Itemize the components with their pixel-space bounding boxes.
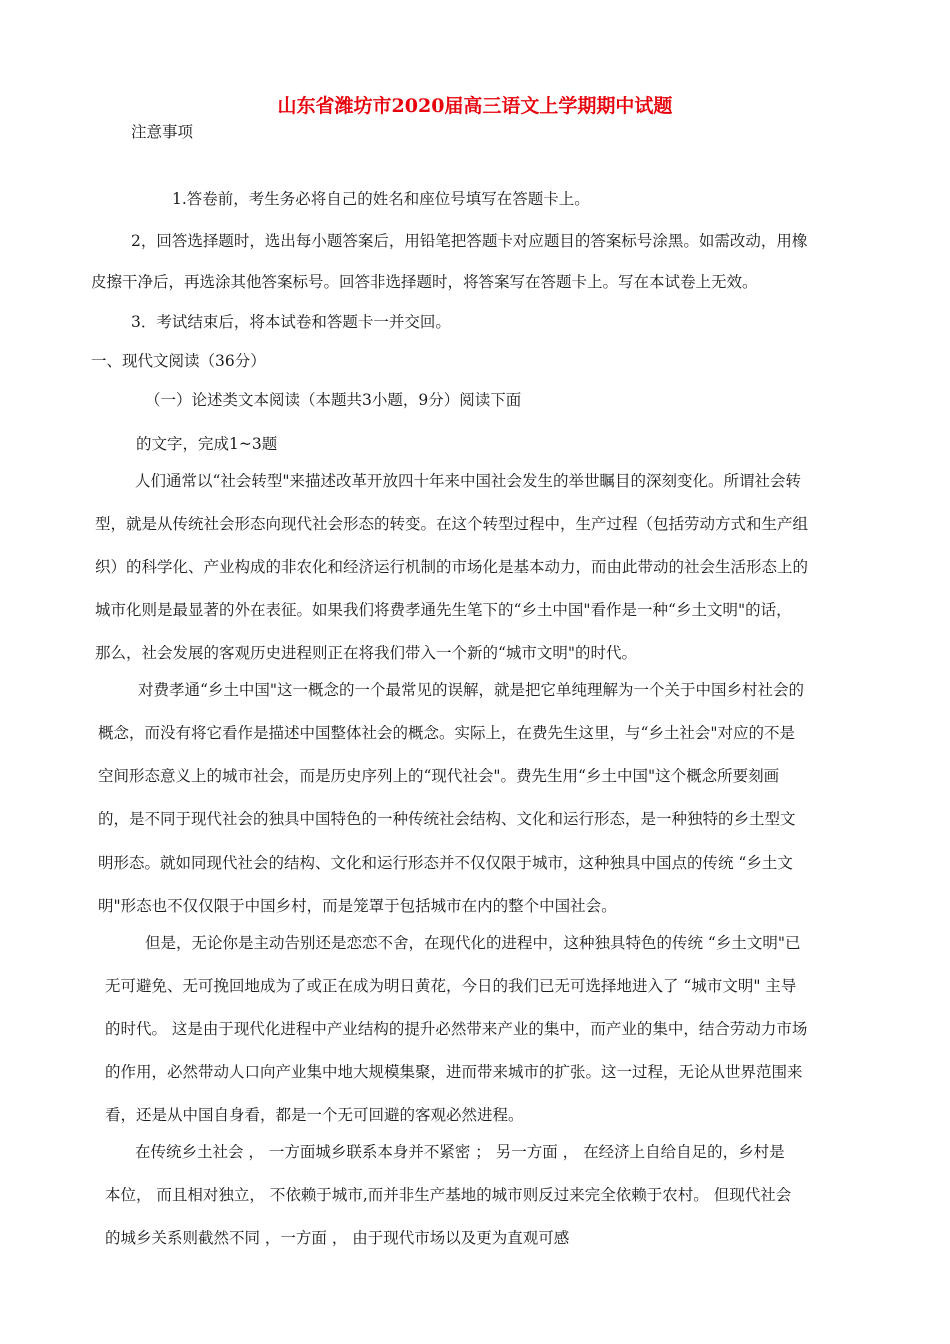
notice-item-2: 2，回答选择题时，选出每小题答案后，用铅笔把答题卡对应题目的答案标号涂黑。如需改动，用橡 — [131, 232, 808, 250]
paragraph-3-line: 的作用，必然带动人口向产业集中地大规模集聚，进而带来城市的扩张。这一过程，无论从世界范围来 — [105, 1063, 803, 1081]
notice-item-2-cont: 皮擦干净后，再选涂其他答案标号。回答非选择题时，将答案写在答题卡上。写在本试卷上无效。 — [91, 273, 758, 291]
page-title: 山东省潍坊市2020届高三语文上学期期中试题 — [277, 95, 673, 117]
paragraph-1-line: 织）的科学化、产业构成的非农化和经济运行机制的市场化是基本动力，而由此带动的社会生活形态上的 — [95, 558, 809, 576]
paragraph-2-line: 明形态。就如同现代社会的结构、文化和运行形态并不仅仅限于城市，这种独具中国点的传统 “乡土文 — [98, 854, 793, 872]
paragraph-3-line: 但是，无论你是主动告别还是恋恋不舍，在现代化的进程中，这种独具特色的传统 “乡土文明"已 — [145, 934, 801, 952]
section-heading: 一、现代文阅读（36分） — [91, 352, 266, 370]
notice-heading: 注意事项 — [131, 123, 194, 141]
paragraph-1-line: 那么，社会发展的客观历史进程则正在将我们带入一个新的“城市文明"的时代。 — [95, 644, 638, 662]
paragraph-2-line: 对费孝通“乡土中国"这一概念的一个最常见的误解，就是把它单纯理解为一个关于中国乡村社会的 — [138, 681, 805, 699]
paragraph-2-line: 明"形态也不仅仅限于中国乡村，而是笼罩于包括城市在内的整个中国社会。 — [98, 897, 617, 915]
paragraph-1-line: 人们通常以“社会转型"来描述改革开放四十年来中国社会发生的举世瞩目的深刻变化。所谓社会转 — [135, 472, 802, 490]
paragraph-4-line: 在传统乡土社会 ， 一方面城乡联系本身并不紧密 ； 另一方面 ， 在经济上自给自足的，乡村是 — [135, 1143, 785, 1161]
subsection-heading-cont: 的文字，完成1~3题 — [136, 435, 278, 453]
notice-item-1: 1.答卷前，考生务必将自己的姓名和座位号填写在答题卡上。 — [172, 190, 590, 208]
subsection-heading: （一）论述类文本阅读（本题共3小题，9分）阅读下面 — [145, 391, 522, 409]
notice-item-3: 3．考试结束后，将本试卷和答题卡一并交回。 — [131, 313, 451, 331]
paragraph-4-line: 的城乡关系则截然不同 ，一方面 ， 由于现代市场以及更为直观可感 — [105, 1229, 570, 1247]
paragraph-2-line: 空间形态意义上的城市社会，而是历史序列上的“现代社会"。费先生用“乡土中国"这个概念所要刻画 — [98, 767, 780, 785]
paragraph-1-line: 城市化则是最显著的外在表征。如果我们将费孝通先生笔下的“乡土中国"看作是一种“乡土文明"的话， — [95, 601, 792, 619]
paragraph-2-line: 的，是不同于现代社会的独具中国特色的一种传统社会结构、文化和运行形态，是一种独特的乡土型文 — [98, 810, 796, 828]
paragraph-2-line: 概念，而没有将它看作是描述中国整体社会的概念。实际上，在费先生这里，与“乡土社会"对应的不是 — [98, 724, 796, 742]
paragraph-4-line: 本位， 而且相对独立， 不依赖于城市,而并非生产基地的城市则反过来完全依赖于农村。 但现代社会 — [105, 1186, 792, 1204]
paragraph-3-line: 的时代。 这是由于现代化进程中产业结构的提升必然带来产业的集中，而产业的集中，结合劳动力市场 — [105, 1020, 808, 1038]
paragraph-3-line: 看，还是从中国自身看，都是一个无可回避的客观必然进程。 — [105, 1106, 524, 1124]
paragraph-1-line: 型，就是从传统社会形态向现代社会形态的转变。在这个转型过程中，生产过程（包括劳动方式和生产组 — [95, 515, 809, 533]
paragraph-3-line: 无可避免、无可挽回地成为了或正在成为明日黄花，今日的我们已无可选择地进入了 “城市文明" 主导 — [105, 977, 797, 995]
